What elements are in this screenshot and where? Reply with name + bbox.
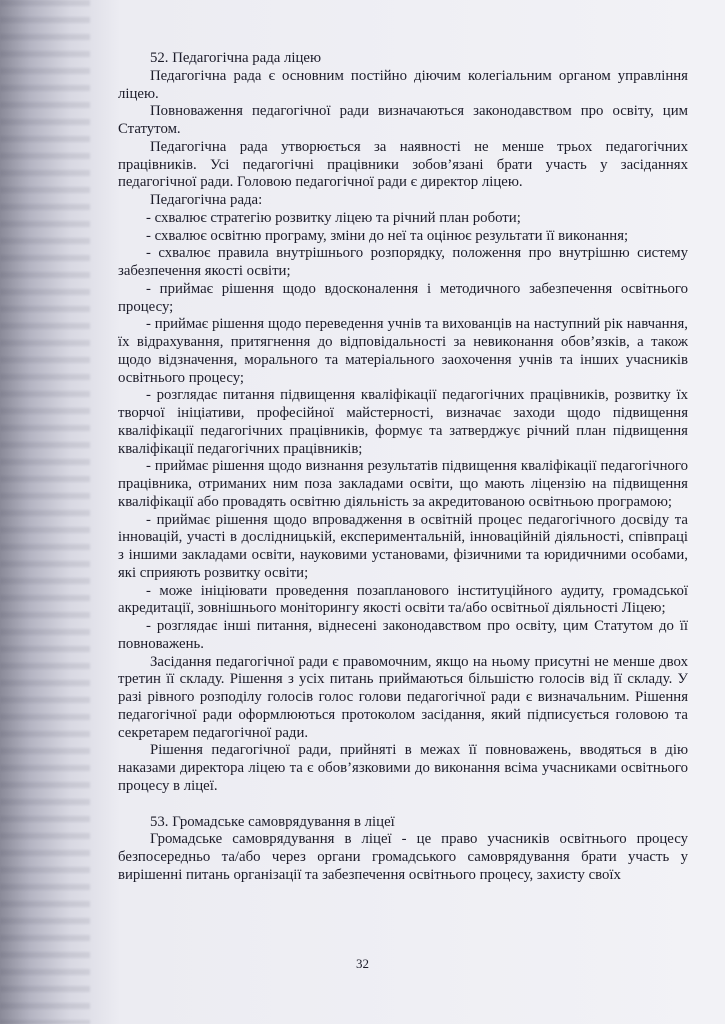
paragraph: Педагогічна рада утворюється за наявності не менше трьох педагогічних працівників. Усі педагогічні працівники зобов’язані брати участь у засіданнях педагогічної ради. Головою педагогічної ради є директор ліцею. xyxy=(118,138,688,191)
paragraph: Педагогічна рада: xyxy=(150,192,263,208)
section-heading: 53. Громадське самоврядування в ліцеї xyxy=(150,813,395,830)
paragraph: Засідання педагогічної ради є правомочним, якщо на ньому присутні не менше двох третин її складу. Рішення з усіх питань приймаються більшістю голосів від її складу. У разі рівного розподілу голосів голос голови педагогічної ради є визначальним. Рішення педагогічної ради оформлюються протоколом засідання, який підписується головою та секретарем педагогічної ради. xyxy=(118,653,688,741)
list-item: - приймає рішення щодо вдосконалення і методичного забезпечення освітнього процесу; xyxy=(118,280,688,315)
paragraph: Громадське самоврядування в ліцеї - це право учасників освітнього процесу безпосередньо та/або через органи громадського самоврядування брати участь у вирішенні питань організації та забезпечення освітнього процесу, захисту своїх xyxy=(118,831,688,883)
list-item: - схвалює правила внутрішнього розпорядку, положення про внутрішню систему забезпечення якості освіти; xyxy=(118,245,688,279)
list-item: - приймає рішення щодо переведення учнів та вихованців на наступний рік навчання, їх відрахування, притягнення до відповідальності за невиконання обов’язків, а також щодо відзначення, морального та матеріального заохочення учнів та інших учасників освітнього процесу; xyxy=(118,316,688,386)
paragraph: Педагогічна рада є основним постійно діючим колегіальним органом управління ліцею. xyxy=(118,67,688,102)
list-item: - розглядає питання підвищення кваліфікації педагогічних працівників, розвитку їх творчої ініціативи, професійної майстерності, визначає заходи щодо підвищення кваліфікації педагогічних працівників, формує та затверджує річний план підвищення кваліфікації педагогічних працівників; xyxy=(118,387,688,457)
page-number: 32 xyxy=(356,956,369,971)
list-item: - розглядає інші питання, віднесені законодавством про освіту, цим Статутом до її повноважень. xyxy=(118,618,688,652)
paragraph: Повноваження педагогічної ради визначаються законодавством про освіту, цим Статутом. xyxy=(118,103,688,137)
section-spacer xyxy=(118,796,688,814)
list-item: - приймає рішення щодо визнання результатів підвищення кваліфікації педагогічного працівника, отриманих ним поза закладами освіти, що мають ліцензію на підвищення кваліфікації або провадять освітню діяльність за акредитованою освітньою програмою; xyxy=(118,458,688,510)
document-body xyxy=(118,50,688,885)
page-edge-shadow xyxy=(0,0,90,1024)
list-item: - схвалює стратегію розвитку ліцею та річний план роботи; xyxy=(146,209,521,226)
list-item: - схвалює освітню програму, зміни до неї та оцінює результати її виконання; xyxy=(146,227,629,244)
paragraph: Рішення педагогічної ради, прийняті в межах її повноважень, вводяться в дію наказами директора ліцею та є обов’язковими до виконання всіма учасниками освітнього процесу в ліцеї. xyxy=(118,742,688,794)
list-item: - може ініціювати проведення позапланового інституційного аудиту, громадської акредитації, зовнішнього моніторингу якості освіти та/або освітньої діяльності Ліцею; xyxy=(118,582,688,617)
section-heading: 52. Педагогічна рада ліцею xyxy=(150,50,322,66)
list-item: - приймає рішення щодо впровадження в освітній процес педагогічного досвіду та інновацій, участі в дослідницькій, експериментальній, інноваційній діяльності, співпраці з іншими закладами освіти, науковими установами, фізичними та юридичними особами, які сприяють розвитку освіти; xyxy=(118,511,688,581)
